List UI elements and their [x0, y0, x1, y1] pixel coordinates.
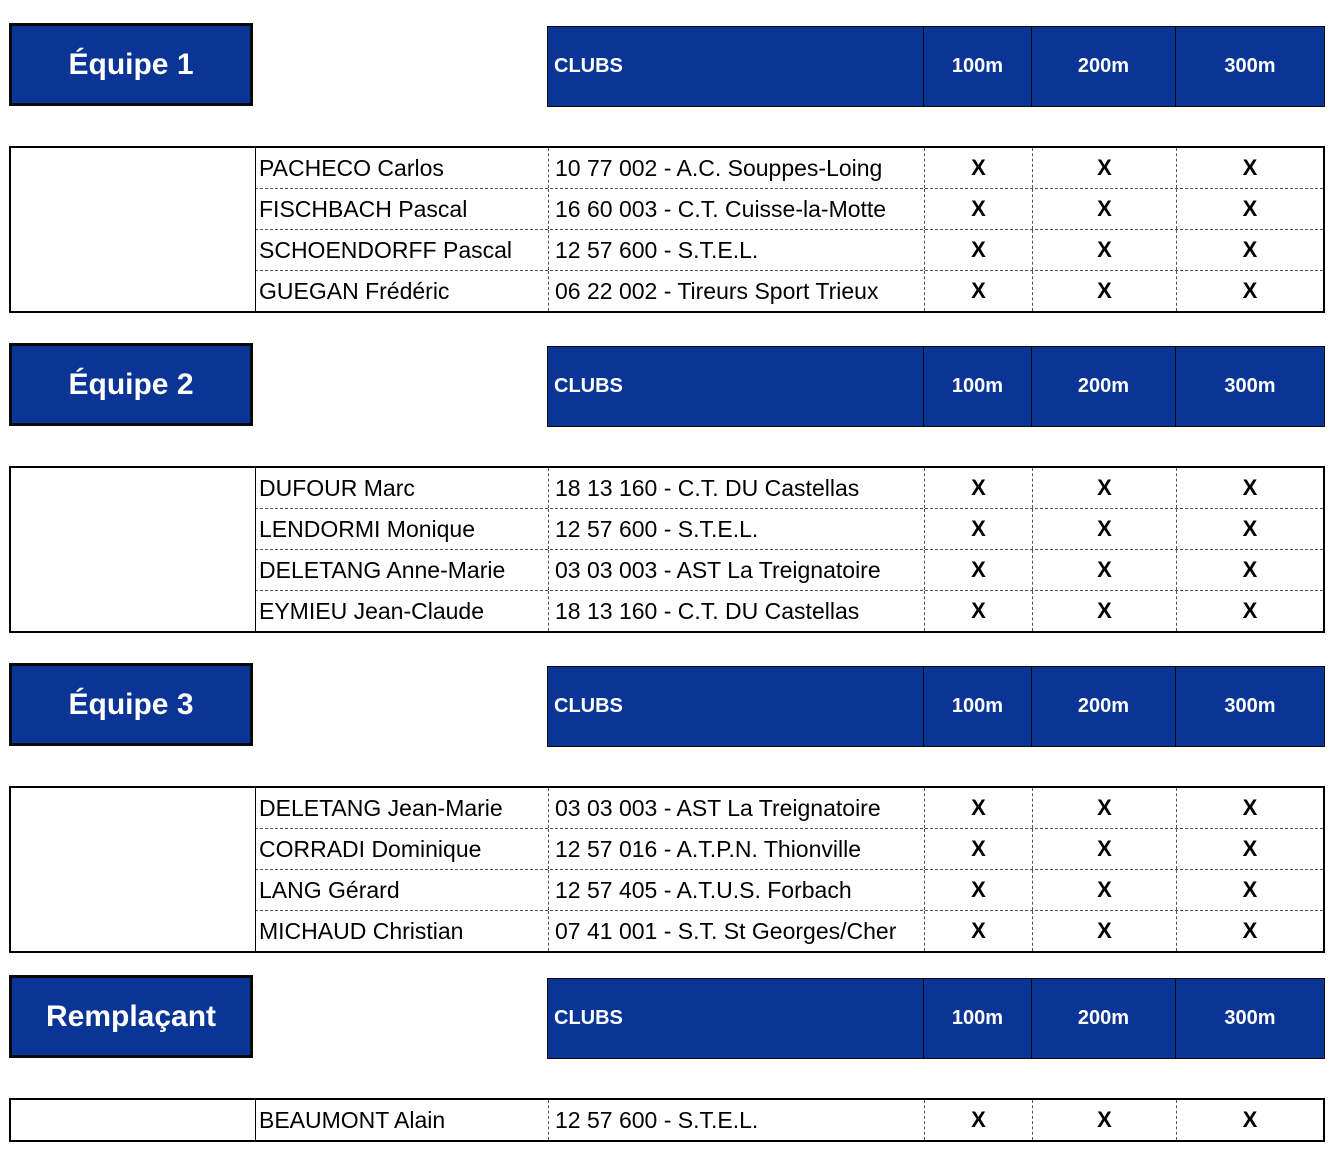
mark-300m: X: [1242, 1107, 1258, 1132]
mark-100m: X: [925, 230, 1033, 270]
team-3-label: Équipe 3: [9, 663, 253, 746]
mark-100m: X: [925, 189, 1033, 229]
header-200m: 200m: [1032, 27, 1176, 106]
member-name: BEAUMONT Alain: [255, 1100, 549, 1140]
substitute-label: Remplaçant: [9, 975, 253, 1058]
member-name: SCHOENDORFF Pascal: [255, 230, 549, 270]
mark-200m: X: [1033, 591, 1177, 631]
mark-300m: X: [1242, 877, 1258, 902]
member-name: MICHAUD Christian: [255, 911, 549, 951]
mark-300m: X: [1242, 795, 1258, 820]
mark-200m: X: [1033, 829, 1177, 869]
table-row: [255, 911, 1323, 951]
substitute-table: [9, 1098, 1325, 1142]
table-row: [255, 550, 1323, 591]
member-name: EYMIEU Jean-Claude: [255, 591, 549, 631]
mark-200m: X: [1033, 230, 1177, 270]
table-row: [255, 870, 1323, 911]
header-100m: 100m: [924, 667, 1032, 746]
table-row: [255, 189, 1323, 230]
mark-100m: X: [925, 911, 1033, 951]
table-row: [255, 271, 1323, 311]
member-name: GUEGAN Frédéric: [255, 271, 549, 311]
member-club: 18 13 160 - C.T. DU Castellas: [549, 468, 925, 508]
team-1-spacer-cell: [11, 148, 256, 311]
mark-200m: X: [1033, 271, 1177, 311]
mark-100m: X: [925, 509, 1033, 549]
mark-300m: X: [1242, 836, 1258, 861]
header-300m: 300m: [1224, 1007, 1276, 1029]
header-100m: 100m: [924, 27, 1032, 106]
mark-200m: X: [1033, 509, 1177, 549]
header-200m: 200m: [1032, 347, 1176, 426]
table-row: [255, 509, 1323, 550]
header-200m: 200m: [1032, 979, 1176, 1058]
table-row: [255, 1100, 1323, 1140]
mark-100m: X: [925, 1100, 1033, 1140]
member-club: 12 57 016 - A.T.P.N. Thionville: [549, 829, 925, 869]
member-club: 07 41 001 - S.T. St Georges/Cher: [549, 911, 925, 951]
mark-100m: X: [925, 271, 1033, 311]
mark-200m: X: [1033, 468, 1177, 508]
table-row: [255, 148, 1323, 189]
team-2-label: Équipe 2: [9, 343, 253, 426]
mark-100m: X: [925, 468, 1033, 508]
mark-200m: X: [1033, 870, 1177, 910]
mark-300m: X: [1242, 278, 1258, 303]
header-300m: 300m: [1224, 375, 1276, 397]
table-row: [255, 230, 1323, 271]
header-clubs: CLUBS: [548, 27, 924, 106]
mark-100m: X: [925, 591, 1033, 631]
mark-300m: X: [1242, 516, 1258, 541]
member-name: LENDORMI Monique: [255, 509, 549, 549]
mark-300m: X: [1242, 557, 1258, 582]
mark-200m: X: [1033, 148, 1177, 188]
mark-300m: X: [1242, 475, 1258, 500]
mark-300m: X: [1242, 196, 1258, 221]
member-name: DUFOUR Marc: [255, 468, 549, 508]
team-2-spacer-cell: [11, 468, 256, 631]
table-row: [255, 591, 1323, 631]
member-club: 12 57 600 - S.T.E.L.: [549, 509, 925, 549]
mark-200m: X: [1033, 911, 1177, 951]
mark-100m: X: [925, 870, 1033, 910]
mark-300m: X: [1242, 918, 1258, 943]
mark-200m: X: [1033, 550, 1177, 590]
mark-100m: X: [925, 829, 1033, 869]
member-name: PACHECO Carlos: [255, 148, 549, 188]
team-1-label: Équipe 1: [9, 23, 253, 106]
mark-200m: X: [1033, 788, 1177, 828]
team-1-table: [9, 146, 1325, 313]
team-3-table: [9, 786, 1325, 953]
mark-200m: X: [1033, 189, 1177, 229]
team-3-spacer-cell: [11, 788, 256, 951]
mark-100m: X: [925, 550, 1033, 590]
member-club: 10 77 002 - A.C. Souppes-Loing: [549, 148, 925, 188]
table-row: [255, 788, 1323, 829]
member-club: 16 60 003 - C.T. Cuisse-la-Motte: [549, 189, 925, 229]
header-clubs: CLUBS: [548, 667, 924, 746]
member-name: DELETANG Jean-Marie: [255, 788, 549, 828]
member-name: LANG Gérard: [255, 870, 549, 910]
member-club: 12 57 600 - S.T.E.L.: [549, 1100, 925, 1140]
member-club: 12 57 405 - A.T.U.S. Forbach: [549, 870, 925, 910]
team-2-table: [9, 466, 1325, 633]
mark-300m: X: [1242, 155, 1258, 180]
mark-300m: X: [1242, 598, 1258, 623]
mark-100m: X: [925, 788, 1033, 828]
mark-100m: X: [925, 148, 1033, 188]
table-row: [255, 829, 1323, 870]
member-club: 12 57 600 - S.T.E.L.: [549, 230, 925, 270]
team-1-header: [547, 26, 1325, 107]
mark-200m: X: [1033, 1100, 1177, 1140]
member-name: DELETANG Anne-Marie: [255, 550, 549, 590]
substitute-spacer-cell: [11, 1100, 256, 1140]
header-200m: 200m: [1032, 667, 1176, 746]
header-clubs: CLUBS: [548, 979, 924, 1058]
header-300m: 300m: [1224, 695, 1276, 717]
header-100m: 100m: [924, 347, 1032, 426]
mark-300m: X: [1242, 237, 1258, 262]
member-name: FISCHBACH Pascal: [255, 189, 549, 229]
team-2-header: [547, 346, 1325, 427]
team-3-header: [547, 666, 1325, 747]
member-name: CORRADI Dominique: [255, 829, 549, 869]
header-clubs: CLUBS: [548, 347, 924, 426]
member-club: 03 03 003 - AST La Treignatoire: [549, 550, 925, 590]
member-club: 03 03 003 - AST La Treignatoire: [549, 788, 925, 828]
member-club: 06 22 002 - Tireurs Sport Trieux: [549, 271, 925, 311]
substitute-header: [547, 978, 1325, 1059]
header-300m: 300m: [1224, 55, 1276, 77]
member-club: 18 13 160 - C.T. DU Castellas: [549, 591, 925, 631]
header-100m: 100m: [924, 979, 1032, 1058]
table-row: [255, 468, 1323, 509]
